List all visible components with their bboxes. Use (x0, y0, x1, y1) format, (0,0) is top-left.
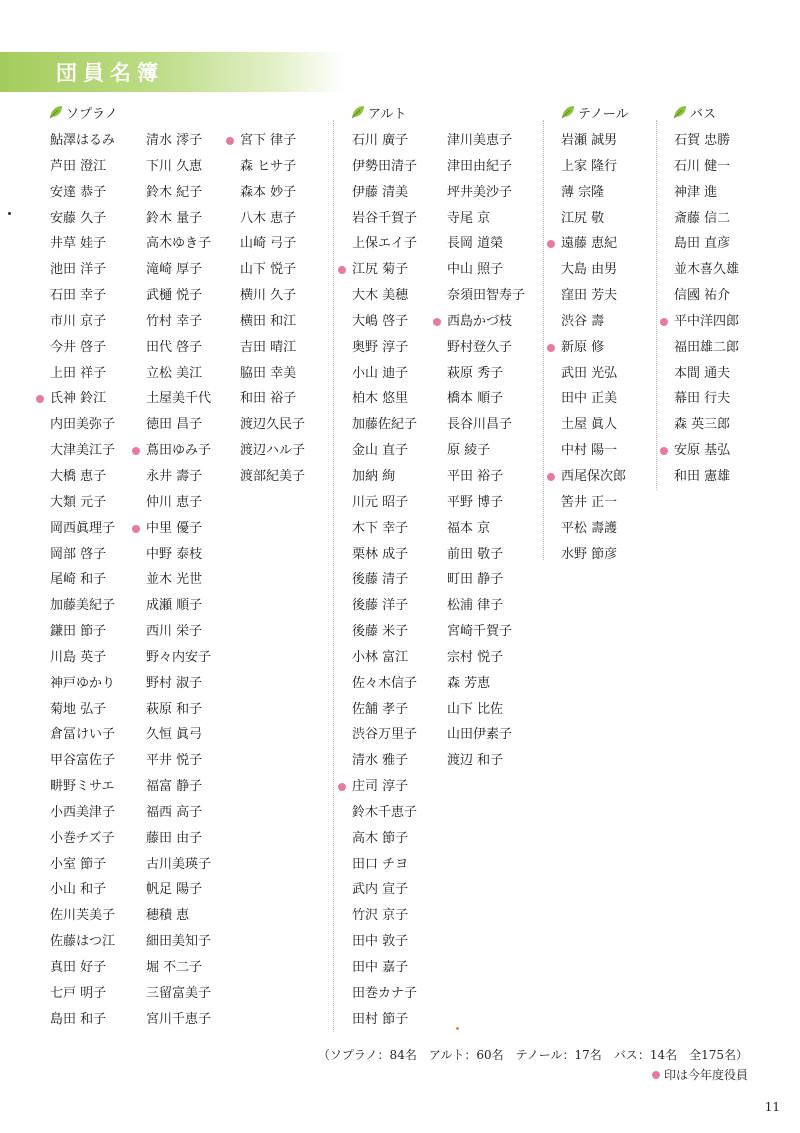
leaf-icon (672, 104, 688, 120)
part-label: テノール (578, 106, 629, 122)
member-name: 森 ヒサ子 (240, 158, 297, 174)
column-divider (543, 120, 544, 560)
member-name: 加藤佐紀子 (352, 417, 418, 433)
member-name: 吉田 晴江 (240, 339, 297, 355)
member-name: 上保エイ子 (352, 236, 418, 252)
member-name: 滝崎 厚子 (146, 262, 203, 278)
member-name: 伊勢田清子 (352, 158, 418, 174)
column-divider (333, 120, 334, 1032)
member-name: 小山 迪子 (352, 365, 409, 381)
member-name: 池田 洋子 (50, 262, 107, 278)
part-label: ソプラノ (66, 106, 118, 122)
member-name: 井草 娃子 (50, 236, 107, 252)
member-name: 窪田 芳夫 (561, 288, 618, 304)
member-name: 高木 節子 (352, 830, 409, 846)
member-name: 後藤 米子 (352, 624, 409, 640)
part-heading-tenor (560, 101, 628, 123)
member-name: 岩谷千賀子 (352, 210, 418, 226)
member-name: 川元 昭子 (352, 494, 409, 510)
member-name: 橋本 順子 (447, 391, 504, 407)
officer-legend (652, 1066, 748, 1083)
column-divider (656, 120, 657, 490)
print-speck (456, 1027, 459, 1030)
member-name: 加納 絢 (352, 468, 396, 484)
member-name: 三留富美子 (146, 985, 212, 1001)
member-name: 渡辺 和子 (447, 753, 504, 769)
member-name: 中野 泰枝 (146, 546, 203, 562)
member-name: 宗村 悦子 (447, 649, 504, 665)
member-name: 福田雄二郎 (674, 339, 740, 355)
member-name: 長岡 道榮 (447, 236, 504, 252)
member-name: 筈井 正一 (561, 494, 618, 510)
member-name: 鎌田 節子 (50, 624, 107, 640)
member-name: 上田 祥子 (50, 365, 107, 381)
member-name: 平井 悦子 (146, 753, 203, 769)
member-name: 木下 幸子 (352, 520, 409, 536)
member-name: 平松 壽護 (561, 520, 618, 536)
member-name: 山下 比佐 (447, 701, 504, 717)
member-name: 森本 妙子 (240, 184, 297, 200)
member-name: 大津美江子 (50, 443, 116, 459)
member-name: 鈴木 量子 (146, 210, 203, 226)
member-name: 福富 静子 (146, 779, 203, 795)
member-name: 帆足 陽子 (146, 882, 203, 898)
member-name: 石川 廣子 (352, 133, 409, 148)
member-name: 下川 久恵 (146, 158, 203, 174)
member-name: 原 綾子 (447, 443, 491, 459)
member-name: 脇田 幸美 (240, 365, 297, 381)
member-name: 甲谷富佐子 (50, 753, 116, 769)
member-name: 田村 節子 (352, 1011, 409, 1027)
member-name: 山田伊素子 (447, 727, 513, 743)
member-name: 横田 和江 (240, 313, 297, 329)
name-column-alto-1 (352, 128, 417, 1033)
member-name: 仲川 恵子 (146, 494, 203, 510)
member-name: 渡辺ハル子 (240, 443, 306, 459)
member-name-officer: 西尾保次郎 (561, 464, 626, 490)
member-name: 菊地 弘子 (50, 701, 107, 717)
member-name: 古川美瑛子 (146, 856, 212, 872)
member-name: 佐舗 孝子 (352, 701, 409, 717)
member-name: 萩原 和子 (146, 701, 203, 717)
member-name: 岡西眞理子 (50, 520, 116, 536)
member-name: 奈須田智寿子 (447, 288, 526, 304)
member-name: 小室 節子 (50, 856, 107, 872)
name-column-bass (674, 128, 739, 490)
member-name: 内田美弥子 (50, 417, 116, 433)
member-name: 金山 直子 (352, 443, 409, 459)
member-name: 神戸ゆかり (50, 675, 116, 691)
member-name: 田中 嘉子 (352, 960, 409, 975)
member-name: 土屋美千代 (146, 391, 212, 407)
member-name: 後藤 清子 (352, 572, 409, 588)
member-name: 今井 啓子 (50, 339, 107, 355)
member-name: 平田 裕子 (447, 468, 504, 484)
member-name: 成瀬 順子 (146, 598, 203, 614)
member-name: 徳田 昌子 (146, 417, 203, 433)
member-name: 森 芳恵 (447, 675, 491, 691)
leaf-icon (350, 104, 366, 120)
member-name: 安藤 久子 (50, 210, 107, 226)
member-name: 畊野ミサエ (50, 779, 115, 795)
member-name: 中村 陽一 (561, 443, 618, 459)
member-name-officer: 江尻 菊子 (352, 257, 417, 283)
officer-dot-icon (652, 1071, 660, 1079)
member-name: 渡辺久民子 (240, 417, 306, 433)
member-name-officer: 宮下 律子 (240, 128, 305, 154)
member-name: 鈴木千恵子 (352, 804, 418, 820)
member-name: 市川 京子 (50, 313, 107, 329)
member-name: 八木 恵子 (240, 210, 297, 226)
part-label: アルト (368, 106, 407, 122)
member-name: 武樋 悦子 (146, 288, 203, 304)
part-heading-soprano (48, 101, 118, 123)
member-name: 渋谷 壽 (561, 313, 605, 329)
member-name: 武田 光弘 (561, 365, 618, 381)
member-name: 奥野 淳子 (352, 339, 409, 355)
member-name: 岩瀬 誠男 (561, 133, 618, 148)
member-name: 石川 健一 (674, 158, 731, 174)
member-count-summary: （ソプラノ：84名 アルト：60名 テノール：17名 バス：14名 全175名） (317, 1048, 748, 1062)
member-name: 斎藤 信二 (674, 210, 731, 226)
member-name: 武内 宣子 (352, 882, 409, 898)
member-name: 宮崎千賀子 (447, 624, 513, 640)
member-name: 清水 澪子 (146, 133, 203, 148)
member-name: 土屋 眞人 (561, 417, 618, 433)
title-banner (0, 52, 345, 92)
member-name: 福本 京 (447, 520, 491, 536)
member-name: 大島 由男 (561, 262, 618, 278)
member-name: 町田 静子 (447, 572, 504, 588)
member-name: 森 英三郎 (674, 417, 731, 433)
member-name-officer: 蔦田ゆみ子 (146, 438, 211, 464)
member-name: 七戸 明子 (50, 985, 107, 1001)
part-heading-alto (350, 101, 406, 123)
member-name: 小山 和子 (50, 882, 107, 898)
member-name: 津田由紀子 (447, 158, 513, 174)
member-name-officer: 遠藤 恵紀 (561, 231, 626, 257)
name-column-soprano-2 (146, 128, 211, 1033)
member-name: 江尻 敬 (561, 210, 605, 226)
member-name: 細田美知子 (146, 934, 212, 950)
member-name: 田巻カナ子 (352, 985, 418, 1001)
member-name: 尾崎 和子 (50, 572, 107, 588)
member-name: 竹沢 京子 (352, 908, 409, 924)
member-name: 永井 壽子 (146, 468, 203, 484)
member-name-officer: 西島かづ枝 (447, 309, 525, 335)
member-name: 佐川芙美子 (50, 908, 116, 924)
member-name: 久恒 眞弓 (146, 727, 203, 743)
page-title: 団員名簿 (56, 61, 164, 85)
member-name: 渋谷万里子 (352, 727, 418, 743)
member-name: 佐々木信子 (352, 675, 418, 691)
name-column-soprano-3 (240, 128, 305, 490)
leaf-icon (560, 104, 576, 120)
member-name: 加藤美紀子 (50, 598, 116, 614)
member-name: 信國 祐介 (674, 288, 731, 304)
page-number: 11 (764, 1100, 780, 1114)
member-name: 横川 久子 (240, 288, 297, 304)
member-name: 西川 栄子 (146, 624, 203, 640)
member-name: 本間 通夫 (674, 365, 731, 381)
member-name: 長谷川昌子 (447, 417, 513, 433)
member-name: 藤田 由子 (146, 830, 203, 846)
member-name: 栗林 成子 (352, 546, 409, 562)
member-name: 坪井美沙子 (447, 184, 513, 200)
member-name-officer: 安原 基弘 (674, 438, 739, 464)
member-name: 石賀 忠勝 (674, 133, 731, 148)
member-name: 大嶋 啓子 (352, 313, 409, 329)
member-name: 島田 和子 (50, 1011, 107, 1027)
member-name: 山崎 弓子 (240, 236, 297, 252)
print-speck (8, 212, 11, 215)
member-name-officer: 庄司 淳子 (352, 774, 417, 800)
member-name: 田中 敦子 (352, 934, 409, 950)
member-name: 佐藤はつ江 (50, 934, 116, 950)
member-name: 小西美津子 (50, 804, 116, 820)
member-name: 堀 不二子 (146, 960, 203, 975)
name-column-soprano-1 (50, 128, 115, 1033)
member-name: 川島 英子 (50, 649, 107, 665)
member-name: 田代 啓子 (146, 339, 203, 355)
member-name: 野村登久子 (447, 339, 513, 355)
member-name: 寺尾 京 (447, 210, 491, 226)
member-name: 田口 チヨ (352, 856, 409, 872)
member-name-officer: 新原 修 (561, 335, 626, 361)
member-name: 山下 悦子 (240, 262, 297, 278)
member-name: 渡部紀美子 (240, 468, 306, 484)
member-name: 野々内安子 (146, 649, 212, 665)
member-name: 和田 憲雄 (674, 468, 731, 484)
member-name: 大類 元子 (50, 494, 107, 510)
part-heading-bass (672, 101, 716, 123)
leaf-icon (48, 104, 64, 120)
member-name: 岡部 啓子 (50, 546, 107, 562)
member-name: 真田 好子 (50, 960, 107, 975)
member-name-officer: 氏神 鈴江 (50, 386, 115, 412)
member-name: 安達 恭子 (50, 184, 107, 200)
member-name: 薄 宗隆 (561, 184, 605, 200)
officer-legend-text: 印は今年度役員 (663, 1068, 748, 1082)
member-name: 伊藤 清美 (352, 184, 409, 200)
member-name: 野村 淑子 (146, 675, 203, 691)
member-name: 平野 博子 (447, 494, 504, 510)
member-name: 石田 幸子 (50, 288, 107, 304)
name-column-alto-2 (447, 128, 525, 774)
member-name: 松浦 律子 (447, 598, 504, 614)
member-name: 柏木 悠里 (352, 391, 409, 407)
name-column-tenor (561, 128, 626, 567)
member-name: 小巻チズ子 (50, 830, 115, 846)
member-name: 萩原 秀子 (447, 365, 504, 381)
member-name: 上家 隆行 (561, 158, 618, 174)
member-name: 後藤 洋子 (352, 598, 409, 614)
member-name: 清水 雅子 (352, 753, 409, 769)
member-name: 穂積 恵 (146, 908, 190, 924)
member-name: 神津 進 (674, 184, 718, 200)
member-name: 水野 節彦 (561, 546, 618, 562)
member-name: 宮川千恵子 (146, 1011, 212, 1027)
member-name: 竹村 幸子 (146, 313, 203, 329)
member-name: 芦田 澄江 (50, 158, 107, 174)
member-name: 前田 敬子 (447, 546, 504, 562)
member-name-officer: 中里 優子 (146, 516, 211, 542)
member-name: 小林 富江 (352, 649, 409, 665)
member-name: 福西 高子 (146, 804, 203, 820)
member-name-officer: 平中洋四郎 (674, 309, 739, 335)
member-name: 並木 光世 (146, 572, 203, 588)
member-name: 鈴木 紀子 (146, 184, 203, 200)
member-name: 田中 正美 (561, 391, 618, 407)
member-name: 倉冨けい子 (50, 727, 116, 743)
member-name: 津川美恵子 (447, 133, 513, 148)
member-name: 高木ゆき子 (146, 236, 212, 252)
member-name: 島田 直彦 (674, 236, 731, 252)
member-name: 和田 裕子 (240, 391, 297, 407)
member-name: 幕田 行夫 (674, 391, 731, 407)
member-name: 大木 美穂 (352, 288, 409, 304)
member-name: 立松 美江 (146, 365, 203, 381)
member-name: 鮎澤はるみ (50, 133, 116, 148)
part-label: バス (690, 106, 717, 122)
member-name: 中山 照子 (447, 262, 504, 278)
member-name: 並木喜久雄 (674, 262, 740, 278)
member-name: 大橋 恵子 (50, 468, 107, 484)
